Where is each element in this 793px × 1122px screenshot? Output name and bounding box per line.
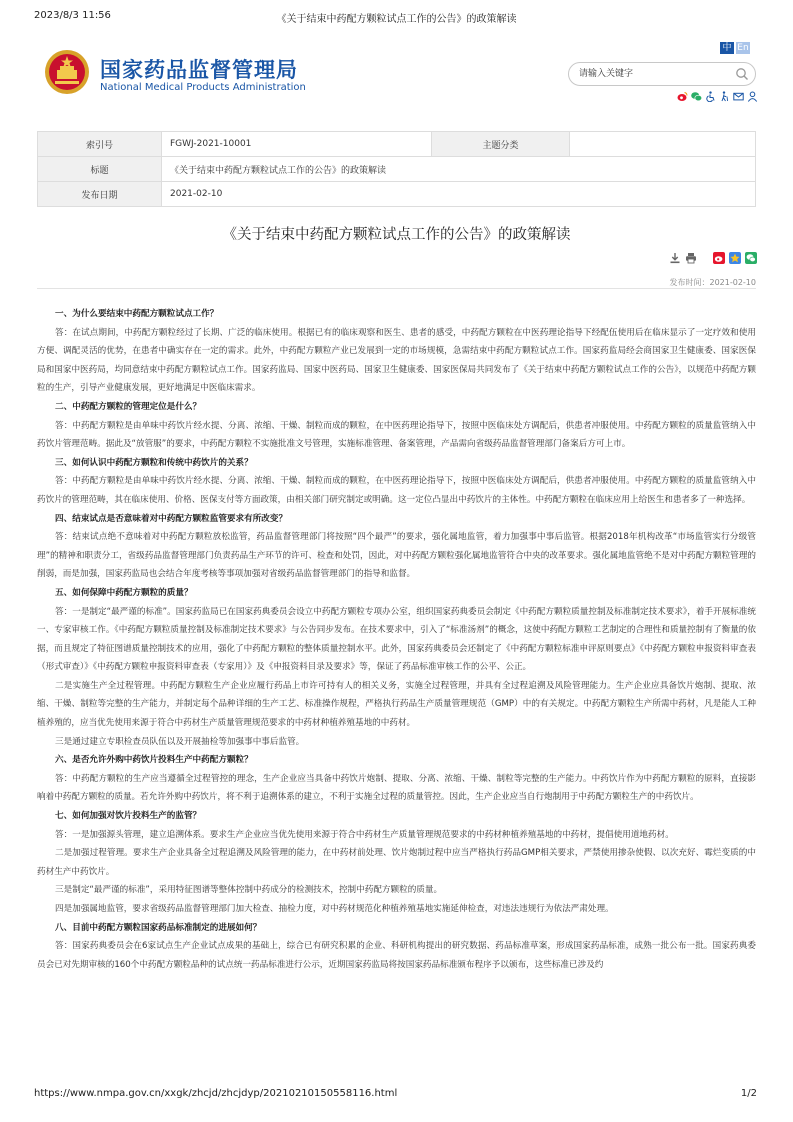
header-tools [677,87,758,98]
share-wechat-icon[interactable] [745,252,757,264]
meta-date-value: 2021-02-10 [162,182,756,207]
search-box [568,62,756,86]
accessibility-icon[interactable] [705,87,716,98]
print-page-number: 1/2 [740,1088,757,1099]
elderly-icon[interactable] [719,87,730,98]
site-header [36,40,760,110]
section-heading: 五、如何保障中药配方颗粒的质量？ [55,587,193,598]
meta-row [38,157,756,182]
meta-category-value [570,132,756,157]
wechat-icon[interactable] [691,87,702,98]
site-name-en[interactable]: National Medical Products Administration [100,82,306,93]
publish-time: 发布时间：2021-02-10 [669,278,756,287]
meta-category-label: 主题分类 [432,132,570,157]
search-icon[interactable] [735,67,749,81]
print-datetime: 2023/8/3 11:56 [34,10,111,21]
print-url: https://www.nmpa.gov.cn/xxgk/zhcjd/zhcjdyp/20210210150558116.html [34,1088,398,1099]
site-name-cn[interactable]: 国家药品监督管理局 [100,58,298,82]
body-paragraph: 答：结束试点绝不意味着对中药配方颗粒放松监管，药品监督管理部门将按照“四个最严”的要求，强化属地监管，着力加强事中事后监管。根据2018年机构改革“市场监管实行分级管理”的精神和职责分工，省级药品监督管理部门负责药品生产环节的许可、检查和处罚，因此，对中药配方颗粒强化属地监管符合中央的改革要求。强化属地监管绝不是对中药配方颗粒管理的削弱，而是加强，国家药监局也会结合年度考核等事项加强对省级药品监督管理部门的指导和监督。 [37,532,756,580]
mail-icon[interactable] [733,87,744,98]
share-qzone-icon[interactable] [729,252,741,264]
lang-zh-button[interactable]: 中 [720,42,734,54]
lang-en-button[interactable]: En [737,43,749,53]
meta-index-label: 索引号 [38,132,162,157]
article-actions [669,252,757,264]
print-icon[interactable] [685,252,697,264]
meta-row [38,182,756,207]
body-paragraph: 答：一是加强源头管理，建立追溯体系。要求生产企业应当优先使用来源于符合中药材生产质量管理规范要求的中药材种植养殖基地的中药材，提倡使用道地药材。 [55,829,674,840]
body-paragraph: 答：在试点期间，中药配方颗粒经过了长期、广泛的临床使用。根据已有的临床观察和医生、患者的感受，中药配方颗粒在中医药理论指导下经配伍使用后在临床显示了一定疗效和使用方便、调配灵活的优势，在患者中确实存在一定的需求。此外，中药配方颗粒产业已发展到一定的市场规模，急需结束中药配方颗粒试点工作。国家药监局经会商国家卫生健康委、国家医保局和国家中医药局，均同意结束中药配方颗粒试点工作。国家药监局、国家中医药局、国家卫生健康委、国家医保局共同发布了《关于结束中药配方颗粒试点工作的公告》，以规范中药配方颗粒的生产，引导产业健康发展，更好地满足中医临床需求。 [37,327,756,394]
body-paragraph: 四是加强属地监管，要求省级药品监督管理部门加大检查、抽检力度，对中药材规范化种植养殖基地实施延伸检查，对违法违规行为依法严肃处理。 [55,904,614,914]
body-paragraph: 三是制定“最严谨的标准”，采用特征图谱等整体控制中药成分的检测技术，控制中药配方颗粒的质量。 [55,885,443,896]
title-divider [37,288,756,289]
body-paragraph: 答：国家药典委员会在6家试点生产企业试点成果的基础上，综合已有研究积累的企业、科研机构提出的研究数据、药品标准草案，形成国家药品标准，成熟一批公布一批。国家药典委员会已对先期审核的160个中药配方颗粒品种的试点统一药品标准进行公示，近期国家药监局将按国家药品标准颁布程序予以颁布，这些标准已涉及约 [37,941,756,970]
search-input[interactable] [579,66,729,81]
weibo-icon[interactable] [677,87,688,98]
section-heading: 八、目前中药配方颗粒国家药品标准制定的进展如何？ [55,922,262,933]
body-paragraph: 二是加强过程管理。要求生产企业具备全过程追溯及风险管理的能力，在中药材前处理、饮片炮制过程中应当严格执行药品GMP相关要求，严禁使用掺杂使假、以次充好、霉烂变质的中药材生产中药饮片。 [37,848,756,877]
article-title: 《关于结束中药配方颗粒试点工作的公告》的政策解读 [222,227,571,243]
print-doc-title: 《关于结束中药配方颗粒试点工作的公告》的政策解读 [276,14,517,25]
body-paragraph: 二是实施生产全过程管理。中药配方颗粒生产企业应履行药品上市许可持有人的相关义务，实施全过程管理，并具有全过程追溯及风险管理能力。生产企业应具备饮片炮制、提取、浓缩、干燥、制粒等完整的生产能力，并制定每个品种详细的生产工艺、标准操作规程，严格执行药品生产质量管理规范（GMP）中的有关规定。中药配方颗粒生产所需中药材，凡是能人工种植养殖的，应当优先使用来源于符合中药材生产质量管理规范要求的中药材种植养殖基地的中药材。 [37,680,756,729]
user-icon[interactable] [747,87,758,98]
body-paragraph: 答：中药配方颗粒的生产应当遵循全过程管控的理念，生产企业应当具备中药饮片炮制、提取、分离、浓缩、干燥、制粒等完整的生产能力。中药饮片作为中药配方颗粒的原料，直接影响着中药配方颗粒的质量。若允许外购中药饮片，将不利于追溯体系的建立，不利于实施全过程的质量管控。因此，生产企业应当自行炮制用于中药配方颗粒生产的中药饮片。 [37,773,756,803]
meta-index-value: FGWJ-2021-10001 [162,132,432,157]
article-body [37,305,756,974]
section-heading: 二、中药配方颗粒的管理定位是什么？ [55,401,202,412]
body-paragraph: 答：中药配方颗粒是由单味中药饮片经水提、分离、浓缩、干燥、制粒而成的颗粒，在中医药理论指导下，按照中医临床处方调配后，供患者冲服使用。中药配方颗粒的质量监管纳入中药饮片管理范畴。据此及“放管服”的要求，中药配方颗粒不实施批准文号管理，实施标准管理、备案管理，产品需向省级药品监督管理部门备案后方可上市。 [37,420,756,450]
meta-row [38,132,756,157]
body-paragraph: 三是通过建立专职检查员队伍以及开展抽检等加强事中事后监管。 [55,736,305,747]
body-paragraph: 答：一是制定“最严谨的标准”。国家药监局已在国家药典委员会设立中药配方颗粒专项办公室，组织国家药典委员会制定《中药配方颗粒质量控制及标准制定技术要求》，着手开展标准统一、专家审核工作。《中药配方颗粒质量控制及标准制定技术要求》与公告同步发布。在技术要求中，引入了“标准汤剂”的概念，这使中药配方颗粒工艺制定的合理性和质量控制有了衡量的依据，而且规定了特征图谱质量控制技术的应用，强化了中药配方颗粒的整体质量控制水平。此外，国家药典委员会还制定了《中药配方颗粒标准申评原则要点》《中药配方颗粒申报资料审查表（形式审查）》《中药配方颗粒申报资料审查表（专家用）》及《申报资料目录及要求》等，保证了药品标准审核工作的公平、公正。 [37,606,756,673]
section-heading: 一、为什么要结束中药配方颗粒试点工作？ [55,309,219,319]
body-paragraph: 答：中药配方颗粒是由单味中药饮片经水提、分离、浓缩、干燥、制粒而成的颗粒，在中医药理论指导下，按照中医临床处方调配后，供患者冲服使用。中药配方颗粒的质量监管纳入中药饮片的管理范畴，其在临床使用、价格、医保支付等方面政策，由相关部门研究制定或明确。这一定位凸显出中药饮片的主体性。中药配方颗粒在临床应用上给医生和患者多了一种选择。 [37,476,756,505]
national-emblem-icon[interactable] [43,48,91,96]
language-switch [720,42,750,54]
meta-info-table [37,131,756,207]
download-icon[interactable] [669,252,681,264]
section-heading: 四、结束试点是否意味着对中药配方颗粒监管要求有所改变？ [55,513,288,524]
section-heading: 七、如何加强对饮片投料生产的监管？ [55,811,202,822]
section-heading: 三、如何认识中药配方颗粒和传统中药饮片的关系？ [55,457,253,468]
meta-date-label: 发布日期 [38,182,162,207]
share-weibo-icon[interactable] [713,252,725,264]
section-heading: 六、是否允许外购中药饮片投料生产中药配方颗粒？ [55,755,253,766]
meta-title-label: 标题 [38,157,162,182]
meta-title-value: 《关于结束中药配方颗粒试点工作的公告》的政策解读 [162,157,756,182]
